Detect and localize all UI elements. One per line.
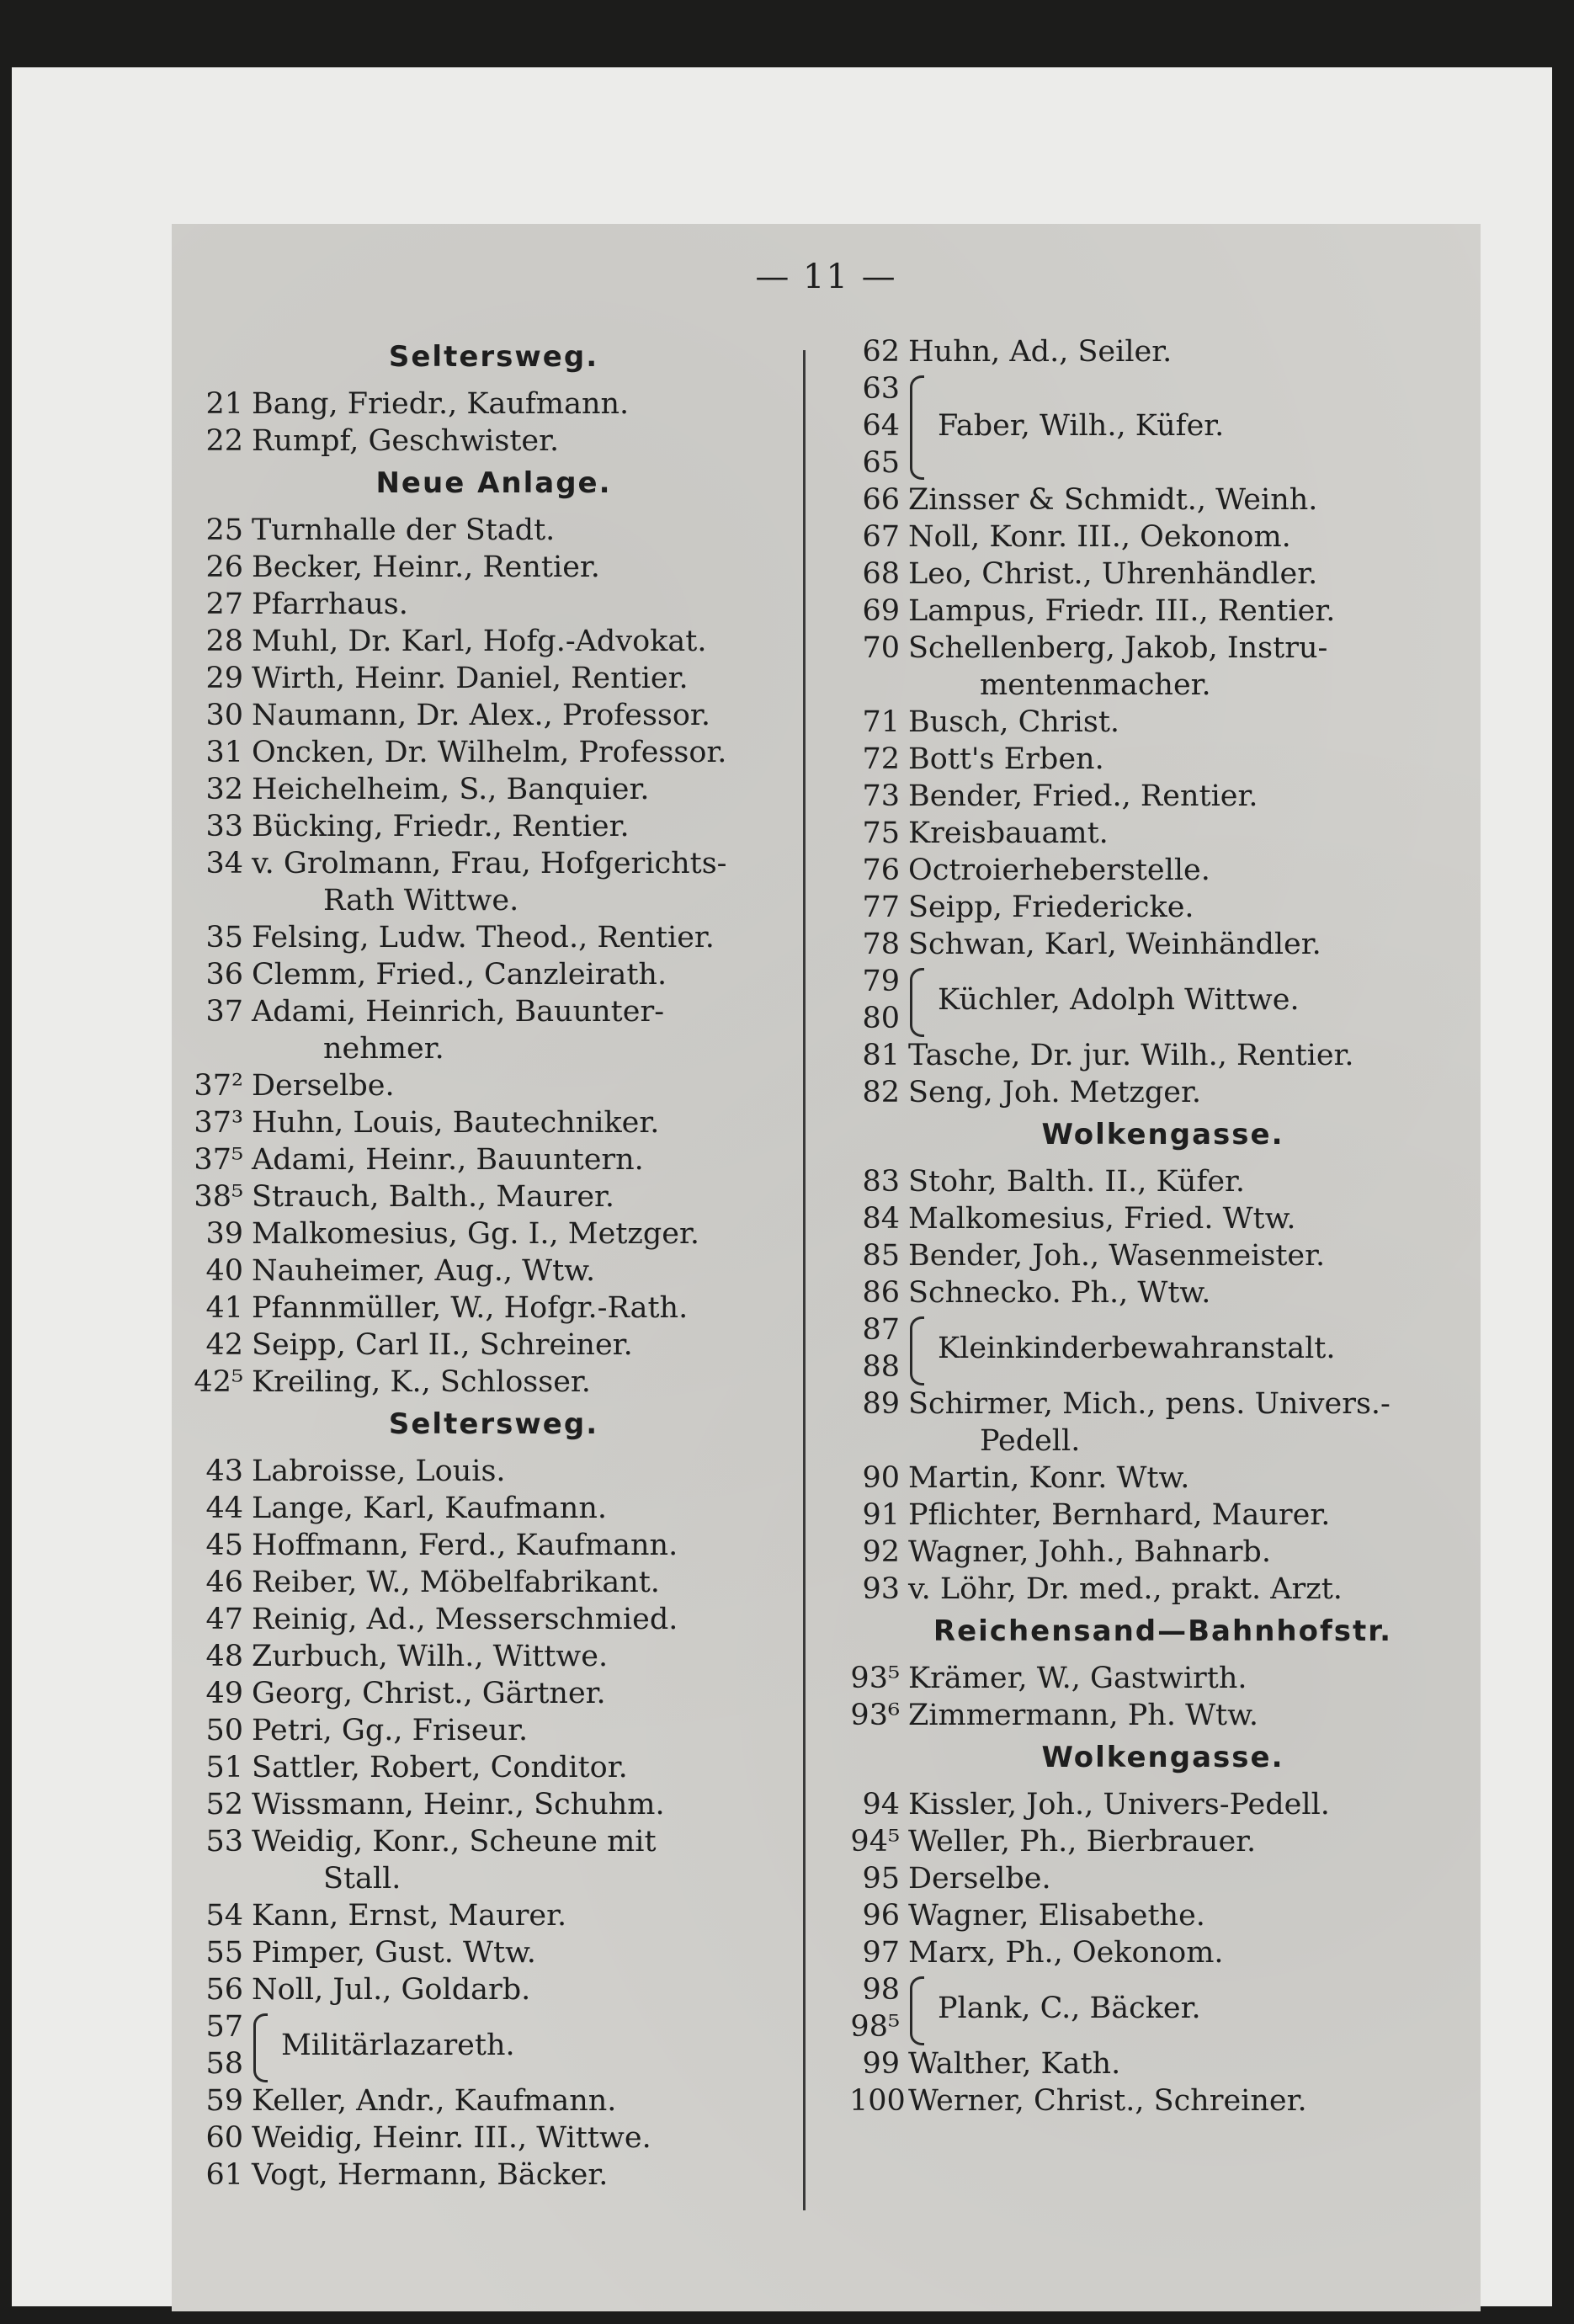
directory-entry [849, 1823, 1476, 1860]
resident-name: Derselbe. [908, 1862, 1051, 1896]
resident-name: Pfarrhaus. [252, 588, 408, 621]
street-heading: Seltersweg. [388, 340, 599, 374]
house-number: 48 [205, 1640, 243, 1673]
house-number: 45 [205, 1529, 243, 1562]
directory-entry [193, 919, 795, 956]
directory-entry [849, 1660, 1476, 1697]
house-number: 98 [862, 1973, 900, 2007]
house-number: 75 [862, 816, 900, 850]
column-divider [803, 350, 806, 2210]
resident-name: Bott's Erben. [908, 742, 1104, 776]
directory-entry [193, 993, 795, 1030]
directory-entry [193, 1067, 795, 1104]
directory-entry [849, 2082, 1476, 2119]
resident-name: Martin, Konr. Wtw. [908, 1461, 1190, 1495]
house-number: 67 [862, 520, 900, 554]
resident-name: Zurbuch, Wilh., Wittwe. [252, 1640, 609, 1673]
resident-name: Marx, Ph., Oekonom. [908, 1936, 1224, 1970]
street-heading: Wolkengasse. [1041, 1741, 1284, 1774]
grouped-entry [849, 963, 1476, 1037]
resident-name: Militärlazareth. [281, 2029, 515, 2062]
directory-entry [849, 593, 1476, 630]
house-number: 87 [862, 1313, 900, 1347]
house-number: 37 [205, 995, 243, 1029]
house-number: 94 [862, 1788, 900, 1821]
directory-entry [193, 2082, 795, 2119]
house-number: 21 [205, 387, 243, 421]
resident-name: Leo, Christ., Uhrenhändler. [908, 557, 1318, 591]
house-number: 80 [862, 1002, 900, 1035]
house-number: 95 [862, 1862, 900, 1896]
directory-entry [193, 2156, 795, 2194]
resident-name: Krämer, W., Gastwirth. [908, 1662, 1247, 1695]
house-number: 53 [205, 1825, 243, 1859]
house-number: 66 [862, 483, 900, 517]
resident-name: Noll, Jul., Goldarb. [252, 1973, 531, 2007]
directory-entry [849, 1460, 1476, 1497]
house-number: 55 [205, 1936, 243, 1970]
house-number: 86 [862, 1276, 900, 1310]
directory-entry [849, 1237, 1476, 1274]
house-number: 77 [862, 891, 900, 924]
resident-name: Pfannmüller, W., Hofgr.-Rath. [252, 1291, 689, 1325]
house-number: 81 [862, 1039, 900, 1072]
house-number: 68 [862, 557, 900, 591]
directory-entry [849, 333, 1476, 370]
entry-continuation: Stall. [323, 1862, 401, 1896]
house-number: 42⁵ [194, 1365, 243, 1399]
resident-name: Seng, Joh. Metzger. [908, 1076, 1201, 1109]
house-number: 82 [862, 1076, 900, 1109]
house-number: 57 [205, 2010, 243, 2044]
resident-name: Huhn, Ad., Seiler. [908, 335, 1173, 369]
house-number: 42 [205, 1328, 243, 1362]
resident-name: Stohr, Balth. II., Küfer. [908, 1165, 1246, 1199]
house-number: 22 [205, 424, 243, 458]
house-number: 70 [862, 631, 900, 665]
house-number: 85 [862, 1239, 900, 1273]
house-number: 38⁵ [194, 1180, 243, 1214]
house-number: 78 [862, 928, 900, 961]
directory-entry [849, 1934, 1476, 1971]
resident-name: Hoffmann, Ferd., Kaufmann. [252, 1529, 678, 1562]
resident-name: Busch, Christ. [908, 705, 1120, 739]
directory-entry [849, 1163, 1476, 1200]
house-number: 93⁵ [850, 1662, 900, 1695]
house-number: 84 [862, 1202, 900, 1236]
house-number: 33 [205, 810, 243, 843]
directory-entry [193, 697, 795, 734]
entry-continuation: Pedell. [980, 1424, 1081, 1458]
resident-name: Clemm, Fried., Canzleirath. [252, 958, 667, 992]
house-number: 58 [205, 2047, 243, 2081]
grouped-house-numbers [849, 1971, 900, 2045]
directory-entry [193, 1178, 795, 1215]
resident-name: Georg, Christ., Gärtner. [252, 1677, 606, 1710]
directory-entry [193, 808, 795, 845]
directory-entry [193, 2119, 795, 2156]
grouped-house-numbers [849, 1311, 900, 1385]
resident-name: Schellenberg, Jakob, Instru- [908, 631, 1328, 665]
grouped-entry [849, 370, 1476, 481]
directory-entry [849, 519, 1476, 556]
grouped-entry [849, 1311, 1476, 1385]
house-number: 30 [205, 699, 243, 732]
house-number: 93 [862, 1572, 900, 1606]
resident-name: Kreiling, K., Schlosser. [252, 1365, 591, 1399]
house-number: 29 [205, 662, 243, 695]
house-number: 35 [205, 921, 243, 955]
resident-name: Wirth, Heinr. Daniel, Rentier. [252, 662, 689, 695]
resident-name: Labroisse, Louis. [252, 1454, 506, 1488]
resident-name: Nauheimer, Aug., Wtw. [252, 1254, 596, 1288]
house-number: 79 [862, 965, 900, 998]
directory-entry [193, 549, 795, 586]
directory-entry [193, 1490, 795, 1527]
resident-name: Zinsser & Schmidt., Weinh. [908, 483, 1318, 517]
house-number: 97 [862, 1936, 900, 1970]
house-number: 72 [862, 742, 900, 776]
directory-entry [849, 778, 1476, 815]
resident-name: Weidig, Heinr. III., Wittwe. [252, 2121, 651, 2155]
house-number: 47 [205, 1603, 243, 1636]
house-number: 90 [862, 1461, 900, 1495]
grouped-entry [193, 2008, 795, 2082]
resident-name: v. Löhr, Dr. med., prakt. Arzt. [908, 1572, 1343, 1606]
directory-entry [193, 623, 795, 660]
grouping-brace [910, 1976, 924, 2045]
resident-name: Bender, Fried., Rentier. [908, 779, 1258, 813]
street-heading: Seltersweg. [388, 1407, 599, 1441]
house-number: 73 [862, 779, 900, 813]
directory-entry [849, 852, 1476, 889]
directory-entry [193, 423, 795, 460]
directory-entry [193, 1252, 795, 1290]
resident-name: Schirmer, Mich., pens. Univers.- [908, 1387, 1391, 1421]
house-number: 62 [862, 335, 900, 369]
directory-entry [849, 1200, 1476, 1237]
resident-name: Schwan, Karl, Weinhändler. [908, 928, 1321, 961]
house-number: 51 [205, 1751, 243, 1784]
house-number: 93⁶ [850, 1699, 900, 1732]
grouped-house-numbers [193, 2008, 243, 2082]
resident-name: Malkomesius, Fried. Wtw. [908, 1202, 1296, 1236]
house-number: 54 [205, 1899, 243, 1933]
directory-entry [193, 1564, 795, 1601]
directory-entry [849, 889, 1476, 926]
resident-name: Bender, Joh., Wasenmeister. [908, 1239, 1326, 1273]
resident-name: Wagner, Johh., Bahnarb. [908, 1535, 1271, 1569]
resident-name: Tasche, Dr. jur. Wilh., Rentier. [908, 1039, 1354, 1072]
house-number: 64 [862, 409, 900, 443]
directory-entry [849, 556, 1476, 593]
entry-continuation: Rath Wittwe. [323, 884, 519, 917]
resident-name: Kann, Ernst, Maurer. [252, 1899, 567, 1933]
resident-name: Strauch, Balth., Maurer. [252, 1180, 615, 1214]
grouping-brace [910, 375, 924, 480]
resident-name: Pflichter, Bernhard, Maurer. [908, 1498, 1331, 1532]
directory-entry [193, 845, 795, 882]
resident-name: Bang, Friedr., Kaufmann. [252, 387, 630, 421]
directory-entry [849, 630, 1476, 667]
house-number: 49 [205, 1677, 243, 1710]
resident-name: Reiber, W., Möbelfabrikant. [252, 1566, 660, 1599]
entry-continuation: mentenmacher. [980, 668, 1211, 702]
house-number: 25 [205, 513, 243, 547]
resident-name: Noll, Konr. III., Oekonom. [908, 520, 1291, 554]
house-number: 39 [205, 1217, 243, 1251]
house-number: 99 [862, 2047, 900, 2081]
house-number: 92 [862, 1535, 900, 1569]
house-number: 27 [205, 588, 243, 621]
house-number: 32 [205, 773, 243, 806]
directory-entry [193, 734, 795, 771]
house-number: 36 [205, 958, 243, 992]
resident-name: Werner, Christ., Schreiner. [908, 2084, 1307, 2118]
directory-entry [193, 586, 795, 623]
house-number: 63 [862, 372, 900, 406]
house-number: 50 [205, 1714, 243, 1747]
directory-entry [193, 1141, 795, 1178]
directory-entry [849, 1385, 1476, 1423]
directory-entry [193, 1527, 795, 1564]
house-number: 65 [862, 446, 900, 480]
resident-name: Pimper, Gust. Wtw. [252, 1936, 536, 1970]
resident-name: Sattler, Robert, Conditor. [252, 1751, 628, 1784]
directory-entry [849, 926, 1476, 963]
directory-entry [193, 1601, 795, 1638]
directory-entry [193, 1971, 795, 2008]
house-number: 98⁵ [850, 2010, 900, 2044]
directory-entry [193, 1453, 795, 1490]
resident-name: Lampus, Friedr. III., Rentier. [908, 594, 1336, 628]
house-number: 46 [205, 1566, 243, 1599]
house-number: 37⁵ [194, 1143, 243, 1177]
directory-entry [193, 1327, 795, 1364]
resident-name: Adami, Heinrich, Bauunter- [252, 995, 665, 1029]
resident-name: Kleinkinderbewahranstalt. [938, 1332, 1336, 1365]
resident-name: Oncken, Dr. Wilhelm, Professor. [252, 736, 727, 769]
resident-name: Keller, Andr., Kaufmann. [252, 2084, 617, 2118]
directory-entry [193, 1364, 795, 1401]
right-column [849, 333, 1476, 2119]
directory-entry [193, 1675, 795, 1712]
resident-name: Octroierheberstelle. [908, 854, 1210, 887]
house-number: 41 [205, 1291, 243, 1325]
directory-entry [193, 1823, 795, 1860]
page-number: — 11 — [755, 258, 897, 296]
house-number: 100 [849, 2084, 906, 2118]
resident-name: Bücking, Friedr., Rentier. [252, 810, 630, 843]
house-number: 88 [862, 1350, 900, 1384]
house-number: 89 [862, 1387, 900, 1421]
resident-name: Wissmann, Heinr., Schuhm. [252, 1788, 665, 1821]
resident-name: Seipp, Carl II., Schreiner. [252, 1328, 633, 1362]
directory-entry [849, 1497, 1476, 1534]
house-number: 26 [205, 550, 243, 584]
directory-entry [193, 771, 795, 808]
resident-name: Weidig, Konr., Scheune mit [252, 1825, 657, 1859]
directory-entry [193, 956, 795, 993]
house-number: 28 [205, 625, 243, 658]
resident-name: Plank, C., Bäcker. [938, 1992, 1201, 2025]
directory-entry [849, 1571, 1476, 1608]
directory-entry [849, 2045, 1476, 2082]
resident-name: Walther, Kath. [908, 2047, 1121, 2081]
house-number: 61 [205, 2158, 243, 2192]
directory-entry [193, 1786, 795, 1823]
house-number: 44 [205, 1492, 243, 1525]
directory-entry [193, 1290, 795, 1327]
resident-name: Seipp, Friedericke. [908, 891, 1194, 924]
directory-entry [849, 1897, 1476, 1934]
resident-name: Weller, Ph., Bierbrauer. [908, 1825, 1257, 1859]
house-number: 31 [205, 736, 243, 769]
house-number: 34 [205, 847, 243, 880]
resident-name: Küchler, Adolph Wittwe. [938, 983, 1300, 1017]
grouped-house-numbers [849, 963, 900, 1037]
house-number: 59 [205, 2084, 243, 2118]
house-number: 37² [194, 1069, 243, 1103]
directory-entry [193, 1215, 795, 1252]
house-number: 91 [862, 1498, 900, 1532]
house-number: 60 [205, 2121, 243, 2155]
directory-entry [193, 1104, 795, 1141]
grouping-brace [910, 968, 924, 1037]
directory-entry [193, 660, 795, 697]
house-number: 69 [862, 594, 900, 628]
directory-entry [193, 1749, 795, 1786]
directory-entry [193, 1638, 795, 1675]
resident-name: Rumpf, Geschwister. [252, 424, 560, 458]
house-number: 52 [205, 1788, 243, 1821]
grouped-house-numbers [849, 370, 900, 481]
house-number: 94⁵ [850, 1825, 900, 1859]
house-number: 40 [205, 1254, 243, 1288]
street-heading: Neue Anlage. [375, 466, 612, 500]
resident-name: Huhn, Louis, Bautechniker. [252, 1106, 660, 1140]
resident-name: Felsing, Ludw. Theod., Rentier. [252, 921, 715, 955]
house-number: 37³ [194, 1106, 243, 1140]
resident-name: Wagner, Elisabethe. [908, 1899, 1205, 1933]
directory-entry [849, 1860, 1476, 1897]
resident-name: Derselbe. [252, 1069, 395, 1103]
directory-entry [193, 512, 795, 549]
entry-continuation: nehmer. [323, 1032, 444, 1066]
directory-entry [849, 1534, 1476, 1571]
street-heading: Wolkengasse. [1041, 1118, 1284, 1151]
directory-entry [193, 1934, 795, 1971]
directory-entry [849, 1697, 1476, 1734]
resident-name: Heichelheim, S., Banquier. [252, 773, 650, 806]
page-mount [12, 67, 1552, 2306]
resident-name: Vogt, Hermann, Bäcker. [252, 2158, 609, 2192]
resident-name: Schnecko. Ph., Wtw. [908, 1276, 1211, 1310]
grouping-brace [253, 2013, 268, 2082]
left-column [193, 333, 795, 2194]
resident-name: v. Grolmann, Frau, Hofgerichts- [252, 847, 727, 880]
directory-entry [849, 1786, 1476, 1823]
resident-name: Faber, Wilh., Küfer. [938, 409, 1225, 443]
resident-name: Lange, Karl, Kaufmann. [252, 1492, 607, 1525]
grouped-entry [849, 1971, 1476, 2045]
resident-name: Muhl, Dr. Karl, Hofg.-Advokat. [252, 625, 707, 658]
directory-entry [193, 386, 795, 423]
house-number: 96 [862, 1899, 900, 1933]
directory-entry [849, 1074, 1476, 1111]
directory-entry [849, 704, 1476, 741]
resident-name: Zimmermann, Ph. Wtw. [908, 1699, 1259, 1732]
directory-entry [849, 815, 1476, 852]
resident-name: Becker, Heinr., Rentier. [252, 550, 600, 584]
resident-name: Petri, Gg., Friseur. [252, 1714, 529, 1747]
grouping-brace [910, 1316, 924, 1385]
resident-name: Kissler, Joh., Univers-Pedell. [908, 1788, 1330, 1821]
directory-page [172, 224, 1481, 2311]
directory-entry [193, 1712, 795, 1749]
house-number: 71 [862, 705, 900, 739]
house-number: 43 [205, 1454, 243, 1488]
directory-entry [849, 481, 1476, 519]
house-number: 76 [862, 854, 900, 887]
directory-entry [849, 741, 1476, 778]
street-heading: Reichensand—Bahnhofstr. [933, 1614, 1393, 1648]
resident-name: Turnhalle der Stadt. [252, 513, 556, 547]
resident-name: Malkomesius, Gg. I., Metzger. [252, 1217, 699, 1251]
directory-entry [849, 1037, 1476, 1074]
resident-name: Naumann, Dr. Alex., Professor. [252, 699, 710, 732]
directory-entry [849, 1274, 1476, 1311]
directory-entry [193, 1897, 795, 1934]
house-number: 83 [862, 1165, 900, 1199]
house-number: 56 [205, 1973, 243, 2007]
resident-name: Reinig, Ad., Messerschmied. [252, 1603, 678, 1636]
resident-name: Kreisbauamt. [908, 816, 1109, 850]
resident-name: Adami, Heinr., Bauuntern. [252, 1143, 644, 1177]
